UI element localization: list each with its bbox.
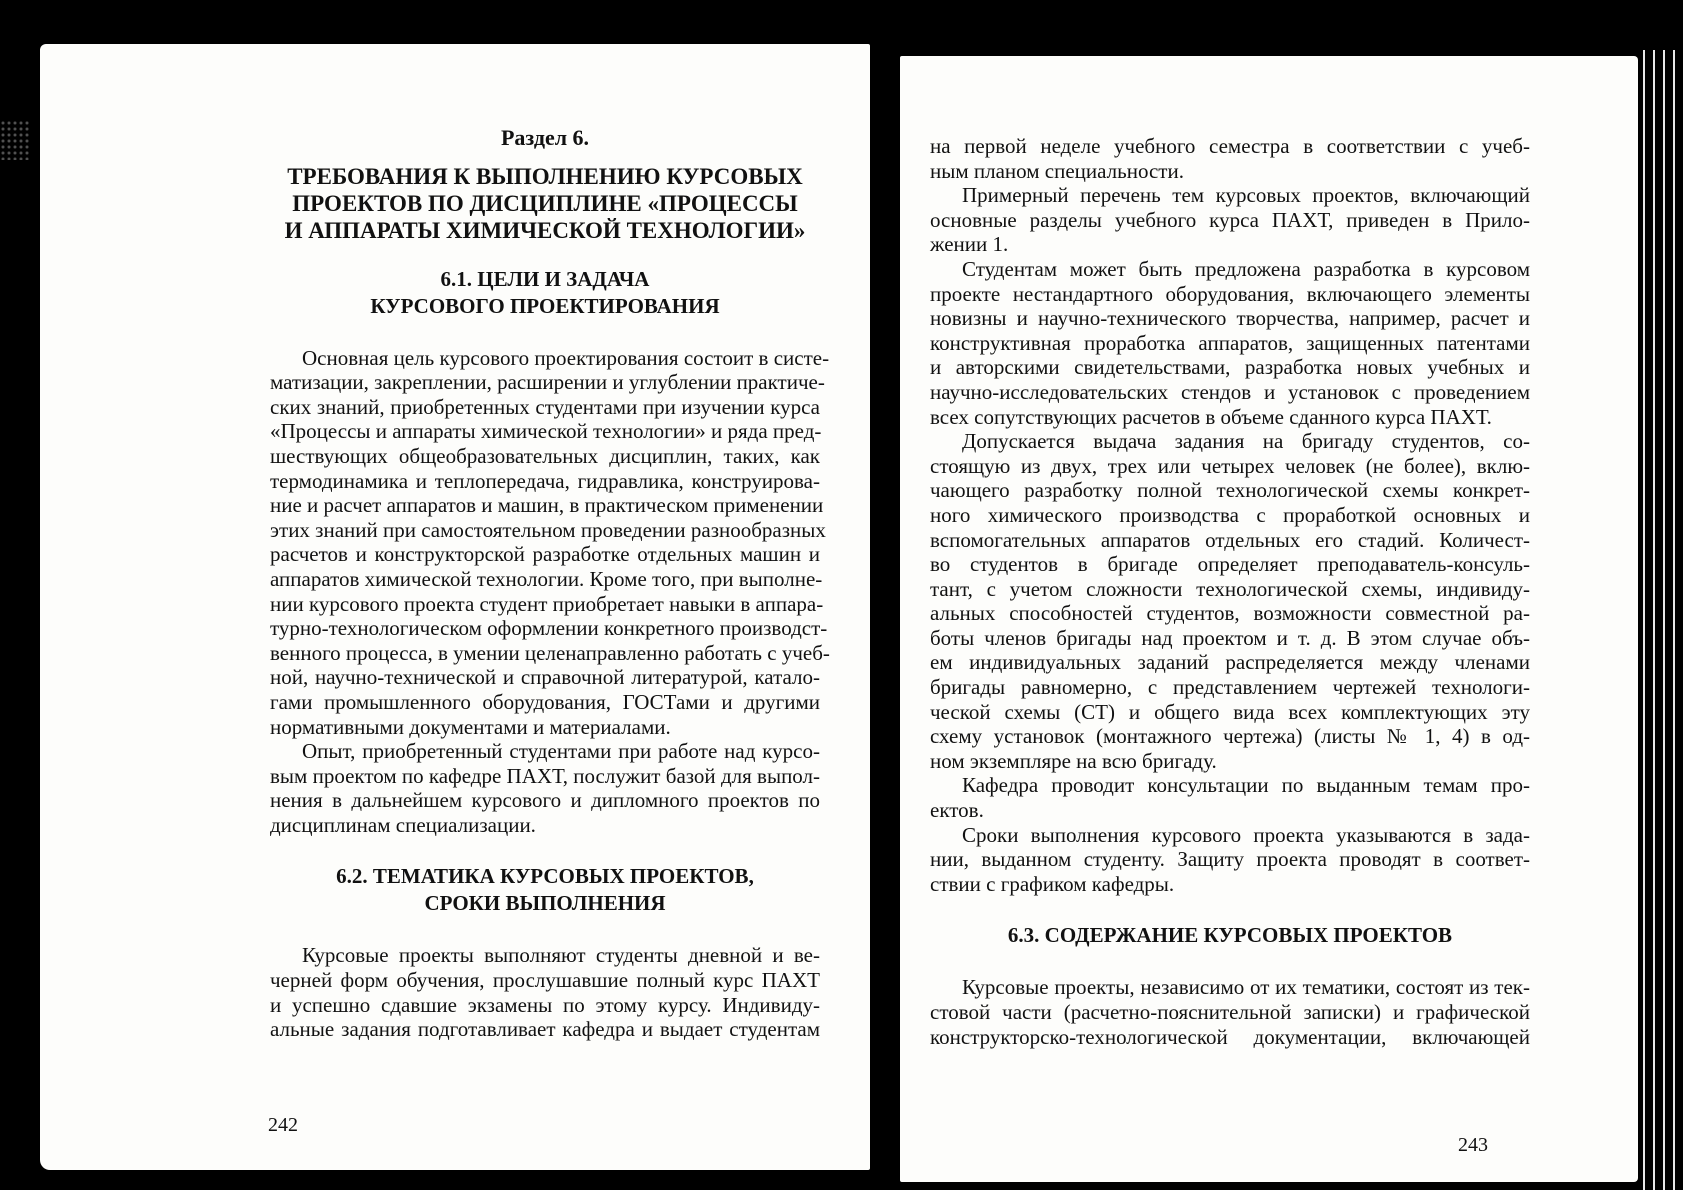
page-number: 242 [268,1114,298,1136]
text-line: «Процессы и аппараты химической технологии» и ряда пред- [270,419,822,444]
text-line: на первой неделе учебного семестра в соответствии с учеб- [930,134,1530,158]
text-line: основные разделы учебного курса ПАХТ, приведен в Прило- [930,207,1530,232]
heading-line: 6.2. ТЕМАТИКА КУРСОВЫХ ПРОЕКТОВ, [336,864,754,889]
text-line: вым проектом по кафедре ПАХТ, послужит базой для выпол- [270,763,820,788]
page-number: 243 [1458,1134,1488,1156]
paragraph [930,429,1530,773]
text-line: схему установок (монтажного чертежа) (листы № 1, 4) в од- [930,724,1530,749]
scan-artifact [0,120,30,160]
text-line: черней форм обучения, прослушавшие полный курс ПАХТ [270,968,820,993]
text-line: дисциплинам специализации. [270,812,536,837]
text-line: Студентам может быть предложена разработка в курсовом [962,256,1530,281]
title-line: ТРЕБОВАНИЯ К ВЫПОЛНЕНИЮ КУРСОВЫХ [287,163,803,189]
text-line: матизации, закреплении, расширении и углублении практиче- [270,370,825,395]
text-line: гами промышленного оборудования, ГОСТами и другими [270,689,820,714]
text-line: бригады равномерно, с представлением чертежей технологи- [930,675,1530,700]
text-line: аппаратов химической технологии. Кроме того, при выполне- [270,566,823,591]
text-line: нии курсового проекта студент приобретает навыки в аппара- [270,591,824,616]
text-line: ских знаний, приобретенных студентами при изучении курса [270,394,820,419]
paragraph [930,257,1530,429]
book-spine [870,40,900,1190]
page-edges [1638,50,1683,1190]
subsection-heading-6-1 [270,266,820,320]
text-line: ном экземпляре на всю бригаду. [930,748,1217,773]
text-line: Допускается выдача задания на бригаду студентов, со- [962,429,1530,454]
text-line: турно-технологическом оформлении конкретного производст- [270,616,828,641]
paragraph [270,345,830,740]
text-line: нения в дальнейшем курсового и дипломного проектов по [270,788,820,813]
chapter-title [270,163,820,244]
text-line: ние и расчет аппаратов и машин, в практическом применении [270,493,824,518]
text-line: научно-исследовательских стендов и установок с проведением [930,379,1530,404]
text-line: Кафедра проводит консультации по выданным темам про- [962,773,1530,798]
text-line: ем индивидуальных заданий распределяется между членами [930,650,1530,675]
text-line: проекте нестандартного оборудования, включающего элементы [930,281,1530,306]
text-line: Основная цель курсового проектирования состоит в систе- [302,345,830,370]
text-line: Курсовые проекты выполняют студенты дневной и ве- [302,943,820,968]
paragraph [930,183,1530,257]
text-line: Примерный перечень тем курсовых проектов, включающий [962,183,1530,208]
text-line: вспомогательных аппаратов отдельных его стадий. Количест- [930,527,1530,552]
text-line: нии, выданном студенту. Защиту проекта проводят в соответ- [930,847,1530,872]
text-line: ной, научно-технической и справочной литературой, катало- [270,665,820,690]
text-line: Курсовые проекты, независимо от их тематики, состоят из тек- [962,975,1530,1000]
text-line: ным планом специальности. [930,158,1184,183]
subsection-heading-6-2 [270,863,820,917]
text-line: конструкторско-технологической документации, включающей [930,1024,1530,1049]
title-line: ПРОЕКТОВ ПО ДИСЦИПЛИНЕ «ПРОЦЕССЫ [292,190,798,216]
left-page [40,44,870,1170]
left-page-content [270,125,830,1042]
paragraph [930,134,1530,183]
heading-line: СРОКИ ВЫПОЛНЕНИЯ [424,891,666,916]
paragraph [270,943,820,1041]
title-line: И АППАРАТЫ ХИМИЧЕСКОЙ ТЕХНОЛОГИИ» [284,217,806,243]
paragraph [270,739,820,837]
section-heading: Раздел 6. [500,125,590,150]
right-page-content [930,134,1530,1049]
paragraph [930,823,1530,897]
text-line: ного химического производства с проработкой основных и [930,502,1530,527]
text-line: нормативными документами и материалами. [270,714,671,739]
text-line: термодинамика и теплопередача, гидравлика, конструирова- [270,468,820,493]
text-line: венного процесса, в умении целенаправленно работать с учеб- [270,640,830,665]
heading-line: КУРСОВОГО ПРОЕКТИРОВАНИЯ [370,293,720,318]
text-line: ектов. [930,798,984,823]
text-line: во студентов в бригаде определяет преподаватель-консуль- [930,552,1530,577]
text-line: Опыт, приобретенный студентами при работе над курсо- [302,739,820,764]
text-line: боты членов бригады над проектом и т. д. В этом случае объ- [930,625,1530,650]
text-line: ческой схемы (СТ) и общего вида всех комплектующих эту [930,699,1530,724]
right-page [900,56,1638,1182]
paragraph [930,773,1530,822]
text-line: стовой части (расчетно-пояснительной записки) и графической [930,1000,1530,1024]
text-line: стоящую из двух, трех или четырех человек (не более), вклю- [930,453,1530,478]
text-line: и авторскими свидетельствами, разработка новых учебных и [930,355,1530,380]
text-line: альных способностей студентов, возможности совместной ра- [930,601,1530,626]
paragraph [930,975,1530,1049]
text-line: и успешно сдавшие экзамены по этому курсу. Индивиду- [270,992,820,1017]
text-line: новизны и научно-технического творчества, например, расчет и [930,306,1530,331]
heading-line: 6.1. ЦЕЛИ И ЗАДАЧА [440,266,650,291]
text-line: конструктивная проработка аппаратов, защищенных патентами [930,330,1530,355]
text-line: этих знаний при самостоятельном проведении разнообразных [270,517,826,542]
text-line: жении 1. [930,232,1009,257]
text-line: Сроки выполнения курсового проекта указываются в зада- [962,822,1530,847]
text-line: шествующих общеобразовательных дисциплин, таких, как [270,443,820,468]
text-line: ствии с графиком кафедры. [930,871,1175,896]
text-line: расчетов и конструкторской разработке отдельных машин и [270,542,820,567]
text-line: всех сопутствующих расчетов в объеме сданного курса ПАХТ. [930,404,1492,429]
text-line: альные задания подготавливает кафедра и выдает студентам [270,1017,820,1042]
text-line: чающего разработку полной технологической схемы конкрет- [930,478,1530,503]
subsection-heading-6-3: 6.3. СОДЕРЖАНИЕ КУРСОВЫХ ПРОЕКТОВ [1007,923,1453,948]
text-line: тант, с учетом сложности технологической схемы, индивиду- [930,576,1530,601]
